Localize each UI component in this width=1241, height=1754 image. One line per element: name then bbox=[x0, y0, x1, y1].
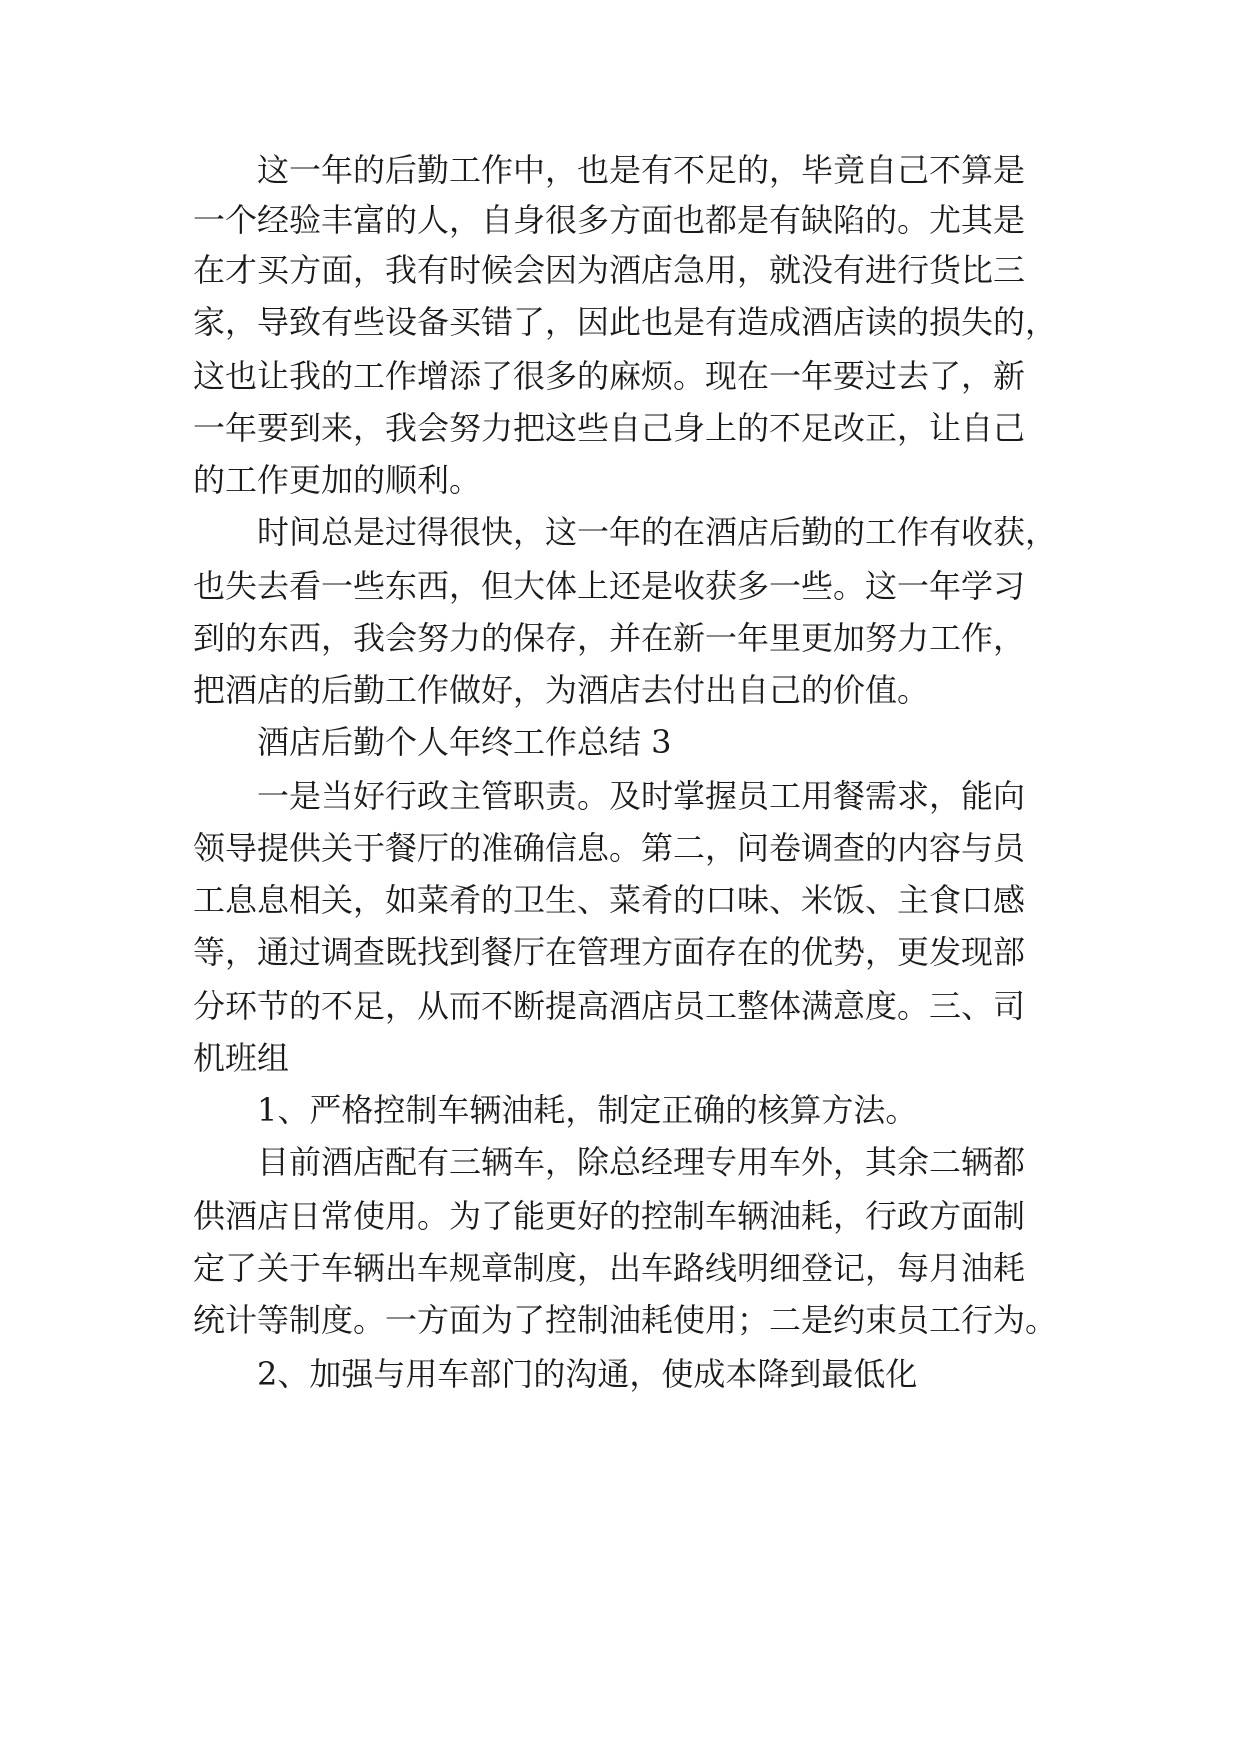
text-line: 在才买方面，我有时候会因为酒店急用，就没有进行货比三 bbox=[193, 251, 1026, 289]
text-line: 定了关于车辆出车规章制度，出车路线明细登记，每月油耗 bbox=[193, 1249, 1026, 1287]
text-line: 的工作更加的顺利。 bbox=[193, 461, 482, 499]
text-line: 机班组 bbox=[193, 1039, 290, 1077]
text-line: 等，通过调查既找到餐厅在管理方面存在的优势，更发现部 bbox=[193, 933, 1026, 971]
text-line: 一年要到来，我会努力把这些自己身上的不足改正，让自己 bbox=[193, 409, 1026, 447]
text-line: 也失去看一些东西，但大体上还是收获多一些。这一年学习 bbox=[193, 567, 1026, 605]
text-line: 时间总是过得很快，这一年的在酒店后勤的工作有收获， bbox=[257, 513, 1058, 551]
section-heading: 酒店后勤个人年终工作总结 3 bbox=[257, 723, 672, 761]
text-line: 统计等制度。一方面为了控制油耗使用；二是约束员工行为。 bbox=[193, 1301, 1058, 1339]
text-line: 一是当好行政主管职责。及时掌握员工用餐需求，能向 bbox=[257, 777, 1026, 815]
text-line: 领导提供关于餐厅的准确信息。第二，问卷调查的内容与员 bbox=[193, 829, 1026, 867]
text-line: 这也让我的工作增添了很多的麻烦。现在一年要过去了，新 bbox=[193, 357, 1026, 395]
text-line: 目前酒店配有三辆车，除总经理专用车外，其余二辆都 bbox=[257, 1143, 1026, 1181]
text-line: 家，导致有些设备买错了，因此也是有造成酒店读的损失的， bbox=[193, 303, 1058, 341]
text-line: 分环节的不足，从而不断提高酒店员工整体满意度。三、司 bbox=[193, 987, 1026, 1025]
text-line: 到的东西，我会努力的保存，并在新一年里更加努力工作， bbox=[193, 619, 1026, 657]
list-item: 2、加强与用车部门的沟通，使成本降到最低化 bbox=[257, 1355, 918, 1393]
text-line: 工息息相关，如菜肴的卫生、菜肴的口味、米饭、主食口感 bbox=[193, 881, 1026, 919]
text-line: 把酒店的后勤工作做好，为酒店去付出自己的价值。 bbox=[193, 671, 930, 709]
list-item: 1、严格控制车辆油耗，制定正确的核算方法。 bbox=[257, 1091, 918, 1129]
text-line: 供酒店日常使用。为了能更好的控制车辆油耗，行政方面制 bbox=[193, 1197, 1026, 1235]
text-line: 这一年的后勤工作中，也是有不足的，毕竟自己不算是 bbox=[257, 151, 1026, 189]
text-line: 一个经验丰富的人，自身很多方面也都是有缺陷的。尤其是 bbox=[193, 201, 1026, 239]
